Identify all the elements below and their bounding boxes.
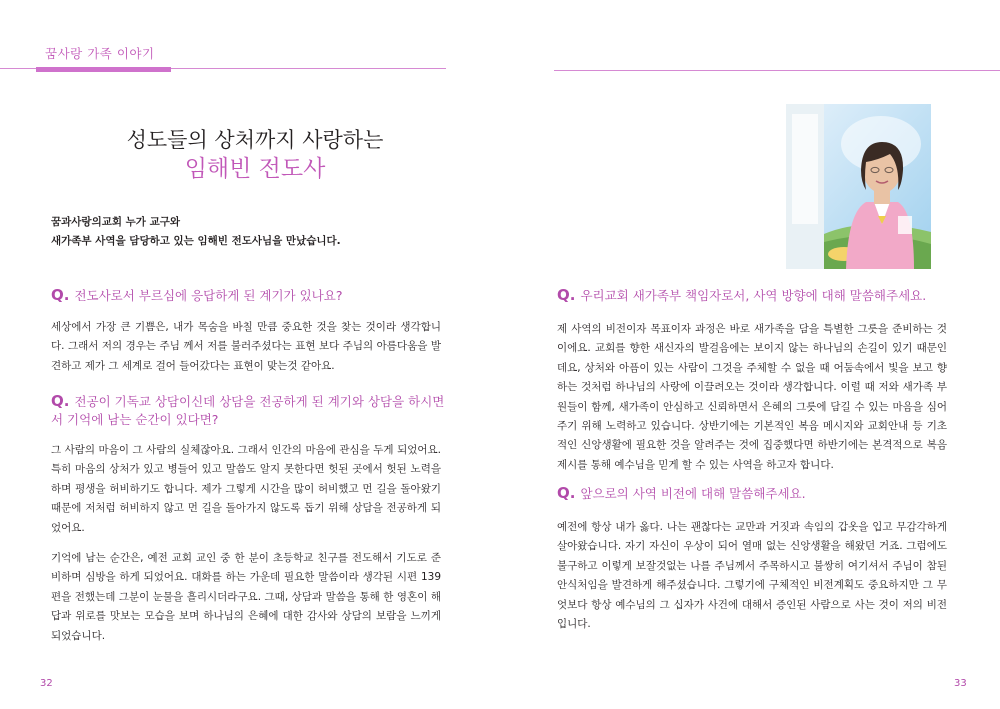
question-heading — [557, 286, 957, 305]
answer-paragraph: 예전에 항상 내가 옳다. 나는 괜찮다는 교만과 거짓과 속임의 갑옷을 입고 무감각하게 살아왔습니다. 자기 자신이 우상이 되어 열매 없는 신앙생활을 해왔던 거죠. 그럼에도 불구하고 이렇게 보잘것없는 나를 주님께서 주목하시고 불쌍히 여기셔서 주님이 참된 안식처임을 발견하게 해주셨습니다. 그렇기에 구체적인 비전계획도 중요하지만 그 무엇보다 항상 예수님의 그 십자가 사건에 대해서 증인된 사람으로 사는 것이 저의 비전입니다. — [557, 521, 947, 631]
answer-paragraph: 기억에 남는 순간은, 예전 교회 교인 중 한 분이 초등학교 친구를 전도해서 기도로 준비하며 심방을 하게 되었어요. 대화를 하는 가운데 필요한 말씀이라 생각된 시편 139편을 전했는데 그분이 눈물을 흘리시더라구요. 그때, 상담과 말씀을 통해 한 영혼이 해답과 위로를 맛보는 모습을 보며 하나님의 은혜에 대한 감사와 상담의 보람을 느끼게 되었습니다. — [51, 552, 441, 642]
answer-paragraph: 그 사람의 마음이 그 사람의 실체잖아요. 그래서 인간의 마음에 관심을 두게 되었어요. 특히 마음의 상처가 있고 병들어 있고 말씀도 알지 못한다면 헛된 곳에서 헛된 노력을 하며 평생을 허비하기도 합니다. 제가 그렇게 시간을 많이 허비했고 먼 길을 돌아왔기 때문에 저처럼 허비하지 않고 먼 길을 돌아가지 않도록 돕기 위해 상담을 전공하게 되었어요. — [51, 444, 441, 534]
article-subtitle-name: 임해빈 전도사 — [184, 156, 326, 182]
question-mark: Q. — [557, 484, 576, 502]
question-text: 앞으로의 사역 비전에 대해 말씀해주세요. — [580, 486, 806, 501]
answer-paragraph: 세상에서 가장 큰 기쁨은, 내가 목숨을 바칠 만큼 중요한 것을 찾는 것이라 생각합니다. 그래서 저의 경우는 주님 께서 저를 불러주셨다는 표현 보다 주님의 아름다움을 발견하고 제가 그 세계로 걸어 들어갔다는 표현이 맞는것 같아요. — [51, 321, 441, 372]
intro-line: 꿈과사랑의교회 누가 교구와 — [51, 216, 181, 228]
right-page — [500, 0, 1000, 709]
header-rule-accent — [36, 67, 171, 72]
question-text: 전도사로서 부르심에 응답하게 된 계기가 있나요? — [74, 288, 343, 303]
article-intro — [51, 213, 451, 251]
header-rule — [554, 70, 1000, 71]
question-text: 전공이 기독교 상담이신데 상담을 전공하게 된 계기와 상담을 하시면서 기억에 남는 순간이 있다면? — [51, 394, 445, 427]
question-text: 우리교회 새가족부 책임자로서, 사역 방향에 대해 말씀해주세요. — [580, 288, 927, 303]
question-heading — [51, 286, 451, 305]
question-heading — [51, 392, 451, 429]
question-heading — [557, 484, 957, 503]
portrait-image — [786, 104, 931, 269]
question-mark: Q. — [51, 392, 70, 410]
article-title: 성도들의 상처까지 사랑하는 — [126, 128, 384, 152]
section-label: 꿈사랑 가족 이야기 — [45, 46, 155, 61]
question-mark: Q. — [51, 286, 70, 304]
page-number-left: 32 — [40, 678, 53, 689]
answer-paragraph: 제 사역의 비전이자 목표이자 과정은 바로 새가족을 담을 특별한 그릇을 준비하는 것이에요. 교회를 향한 새신자의 발걸음에는 보이지 않는 하나님의 손길이 있기 때문인데요, 상처와 아픔이 있는 사람이 그것을 주체할 수 없을 때 어둠속에서 빛을 보고 향하는 것처럼 하나님의 사랑에 이끌려오는 것이라 생각합니다. 이럴 때 저와 새가족 부원들이 함께, 새가족이 안심하고 신뢰하면서 은혜의 그릇에 담길 수 있는 마음을 심어주기 위해 노력하고 있습니다. 상반기에는 기본적인 복음 메시지와 교회안내 등 기초적인 신앙생활에 필요한 것을 알려주는 것에 집중했다면 하반기에는 본격적으로 복음제시를 통해 예수님을 믿게 할 수 있는 사역을 하고자 합니다. — [557, 323, 947, 471]
page-number-right: 33 — [954, 678, 967, 689]
question-mark: Q. — [557, 286, 576, 304]
intro-line: 새가족부 사역을 담당하고 있는 임해빈 전도사님을 만났습니다. — [51, 235, 341, 247]
portrait-photo — [786, 104, 931, 269]
